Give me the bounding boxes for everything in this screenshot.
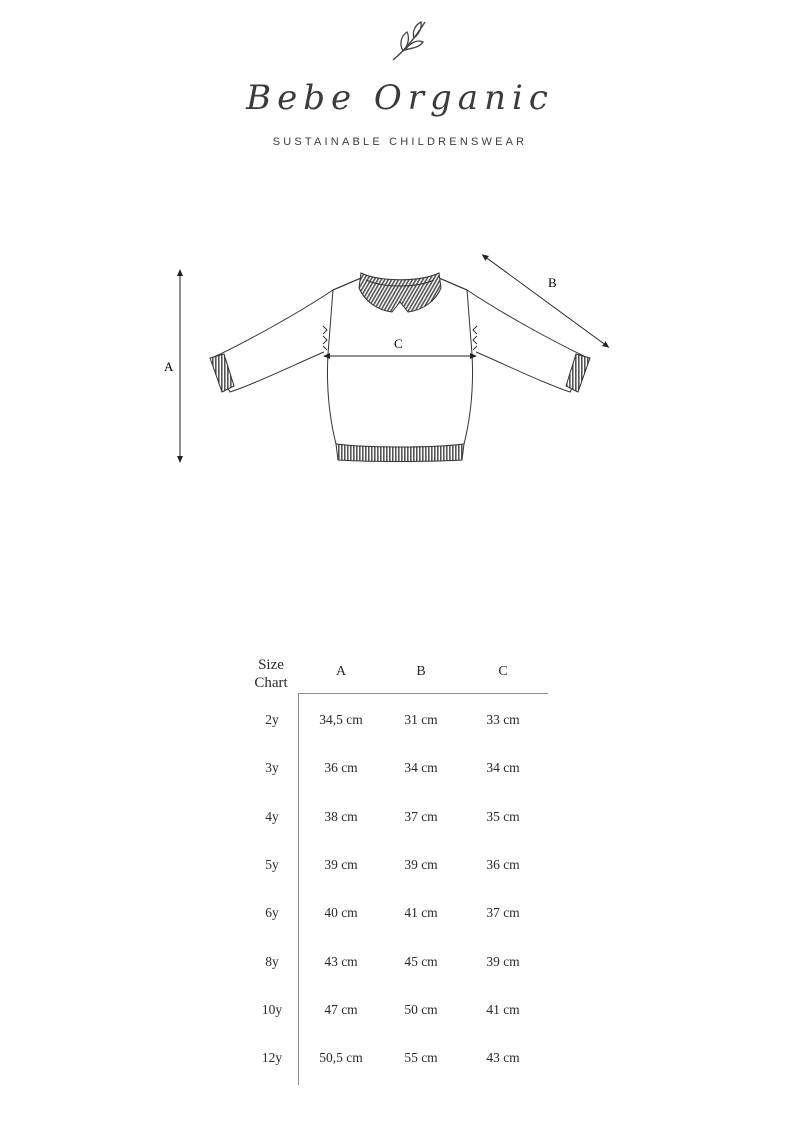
row-size-label: 5y [265, 857, 279, 872]
cell-c: 33 cm [486, 712, 520, 727]
cell-c: 36 cm [486, 857, 520, 872]
cell-b: 39 cm [404, 857, 438, 872]
row-size-label: 10y [261, 1002, 283, 1017]
brand-tagline: SUSTAINABLE CHILDRENSWEAR [272, 136, 528, 148]
cell-c: 34 cm [486, 760, 520, 775]
row-size-label: 3y [265, 760, 279, 775]
cell-c: 41 cm [486, 1002, 520, 1017]
left-cuff [210, 354, 234, 392]
cell-c: 35 cm [486, 809, 520, 824]
cell-c: 37 cm [486, 905, 520, 920]
cell-a: 40 cm [324, 905, 358, 920]
sweater-illustration [212, 278, 588, 444]
row-size-label: 12y [261, 1050, 283, 1065]
size-chart-title [238, 656, 304, 692]
table-column-divider [298, 693, 299, 1085]
row-size-label: 8y [265, 954, 279, 969]
cell-a: 38 cm [324, 809, 358, 824]
cell-c: 43 cm [486, 1050, 520, 1065]
row-size-label: 6y [265, 905, 279, 920]
cell-c: 39 cm [486, 954, 520, 969]
column-header-b: B [416, 664, 426, 679]
row-size-label: 2y [265, 712, 279, 727]
size-chart-title-text: Size Chart [254, 657, 288, 691]
brand-name: Bebe Organic [246, 78, 554, 118]
table-header-divider [298, 693, 548, 694]
cell-b: 55 cm [404, 1050, 438, 1065]
dimension-b-arrow [484, 256, 607, 346]
cell-b: 31 cm [404, 712, 438, 727]
dimension-b-label: B [548, 275, 557, 290]
collar [359, 273, 441, 312]
cell-b: 37 cm [404, 809, 438, 824]
row-size-label: 4y [265, 809, 279, 824]
cell-a: 39 cm [324, 857, 358, 872]
column-header-a: A [335, 664, 347, 679]
cell-a: 50,5 cm [319, 1050, 363, 1065]
right-cuff [566, 354, 590, 392]
column-header-c: C [498, 664, 508, 679]
cell-a: 43 cm [324, 954, 358, 969]
cell-b: 50 cm [404, 1002, 438, 1017]
leaf-branch-icon [385, 16, 435, 66]
dimension-a-label: A [164, 359, 174, 374]
waistband [336, 444, 464, 462]
dimension-c-label: C [394, 336, 403, 351]
cell-b: 41 cm [404, 905, 438, 920]
cell-b: 34 cm [404, 760, 438, 775]
cell-a: 34,5 cm [319, 712, 363, 727]
measurement-diagram [140, 240, 660, 490]
cell-a: 36 cm [324, 760, 358, 775]
cell-b: 45 cm [404, 954, 438, 969]
cell-a: 47 cm [324, 1002, 358, 1017]
